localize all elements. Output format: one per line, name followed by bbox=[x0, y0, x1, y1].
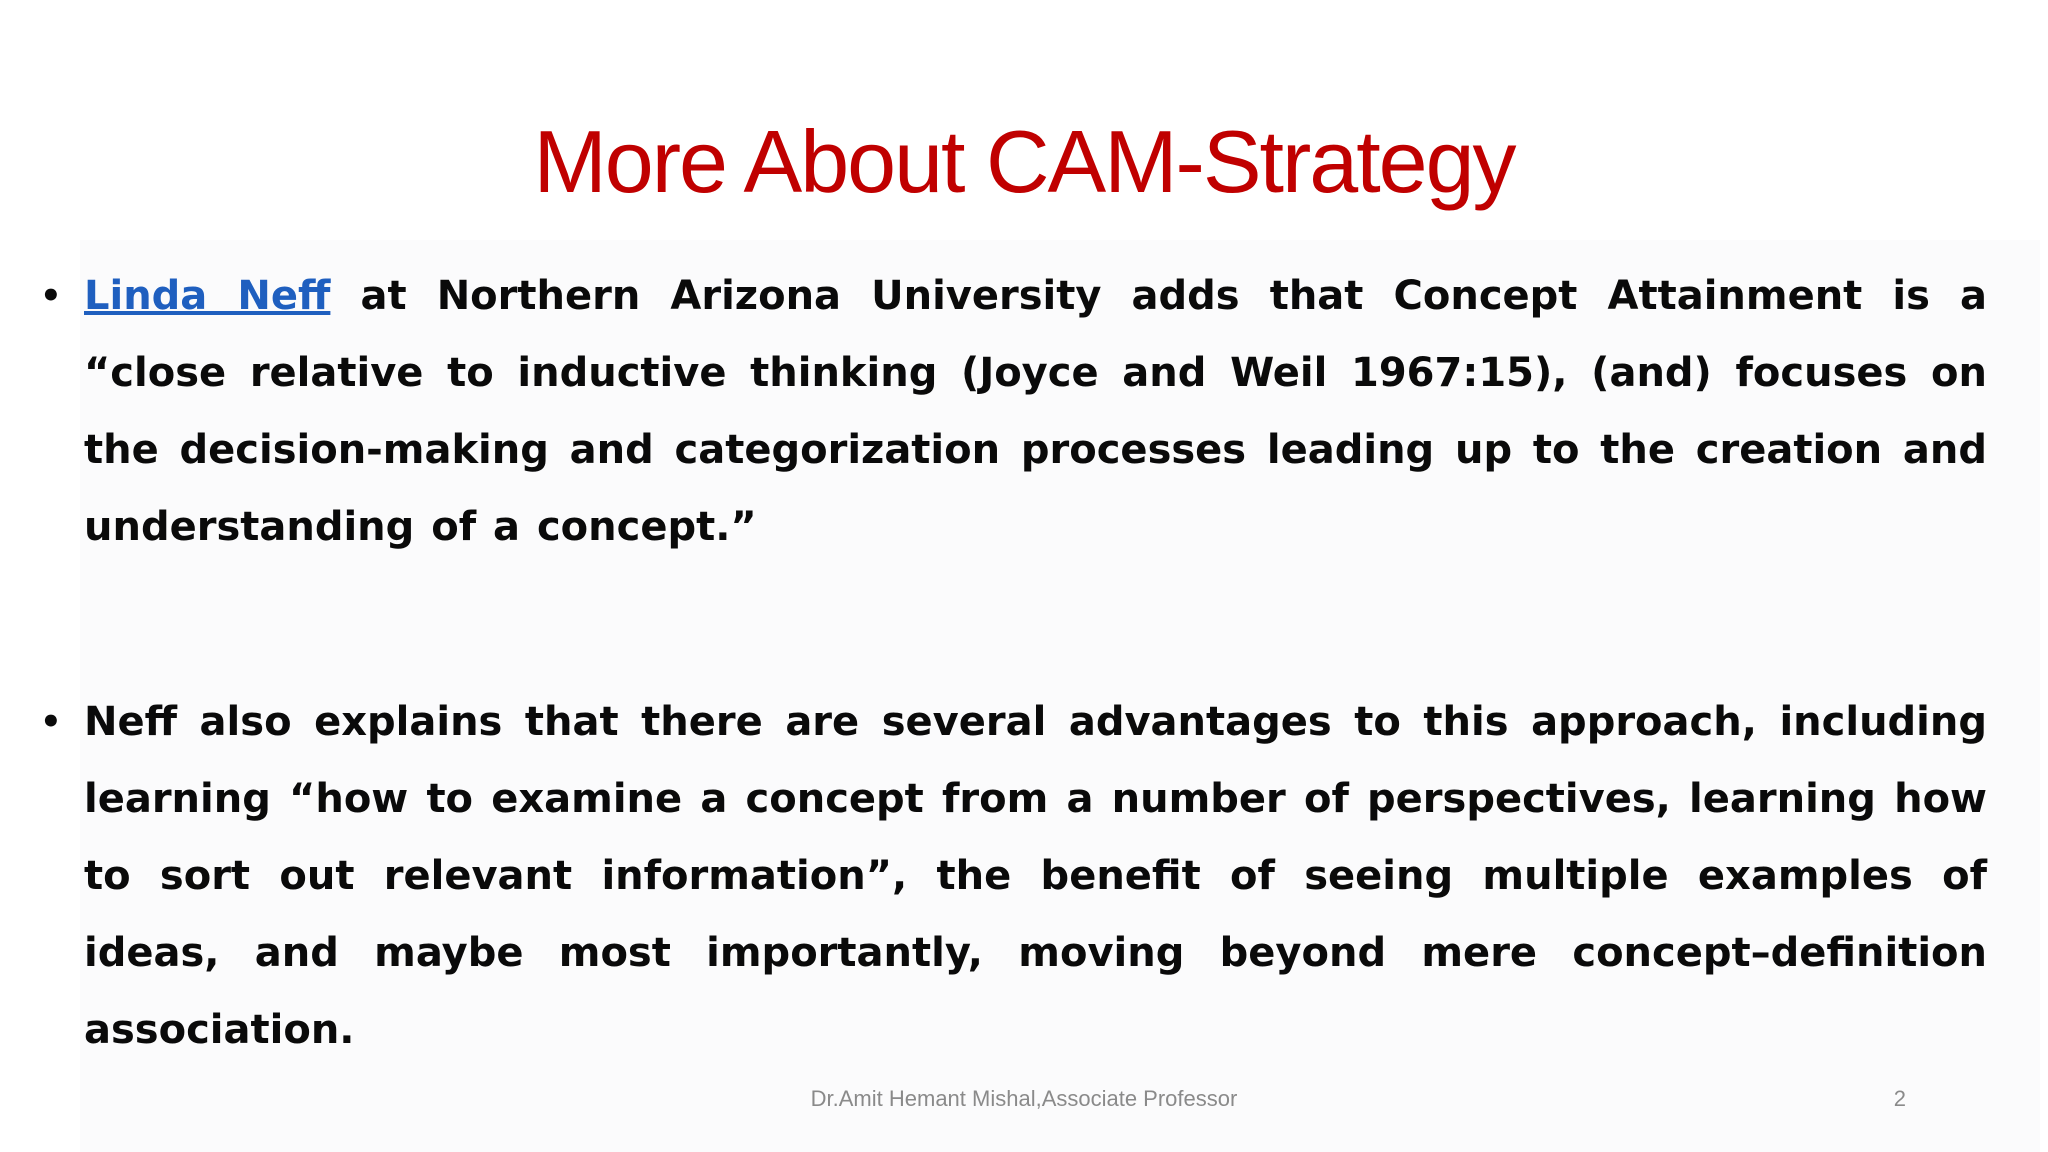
bullet-dot-icon: • bbox=[40, 276, 62, 316]
bullet-text: Neff also explains that there are several advantages to this approach, including learning “how to examine a concept from a number of perspectives, learning how to sort out relevant information”, the benefit of seeing multiple examples of ideas, and maybe most importantly, moving beyond mere concept–definition association. bbox=[84, 699, 1987, 1053]
bullet-list bbox=[40, 258, 1987, 1069]
bullet-item-advantages bbox=[40, 684, 1987, 1069]
bullet-text: at Northern Arizona University adds that Concept Attainment is a “close relative to inductive thinking (Joyce and Weil 1967:15), (and) focuses on the decision-making and categorization processes leading up to the creation and understanding of a concept.” bbox=[84, 273, 1987, 550]
slide-title: More About CAM-Strategy bbox=[533, 112, 1515, 211]
footer-author: Dr.Amit Hemant Mishal,Associate Professor bbox=[810, 1086, 1238, 1111]
page-number: 2 bbox=[1893, 1086, 1906, 1111]
linda-neff-link[interactable]: Linda Neff bbox=[84, 273, 331, 319]
bullet-item-linda-neff bbox=[40, 258, 1987, 566]
bullet-dot-icon: • bbox=[40, 702, 62, 742]
